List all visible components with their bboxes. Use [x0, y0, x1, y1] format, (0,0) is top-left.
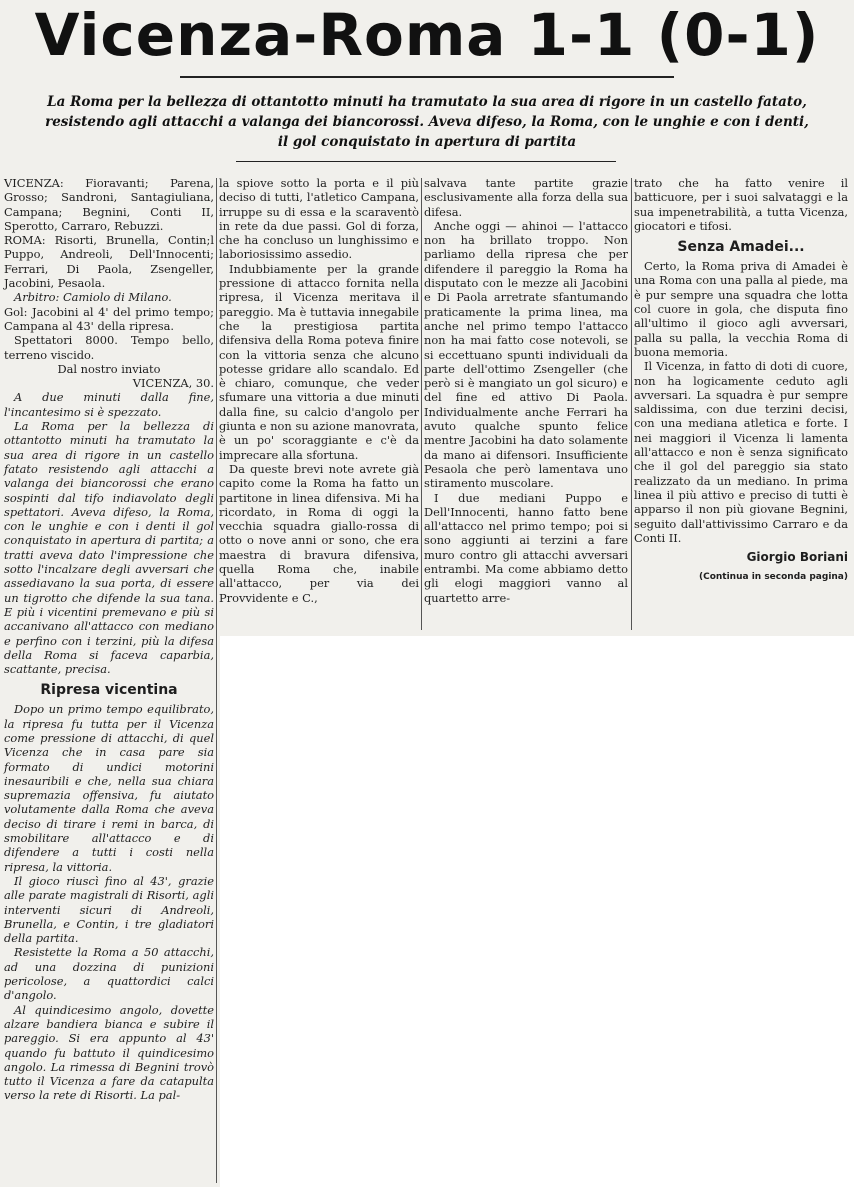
paragraph: Indubbiamente per la grande pressione di attacco fornita nella ripresa, il Vicenza meritava il pareggio. Ma è tuttavia innegabile che la prestigiosa partita difensiva della Roma poteva finire con la vittoria senza che alcuno potesse gridare allo scandalo. Ed è chiaro, comunque, che veder sfumare una vittoria a due minuti dalla fine, su calcio d'angolo per giunta e non su azione manovrata, è un po' scoraggiante e c'è da imprecare alla sfortuna. — [219, 261, 419, 462]
column-1 — [4, 176, 214, 1103]
column-divider — [631, 178, 632, 630]
referee: Arbitro: Camiolo di Milano. — [14, 290, 172, 305]
paragraph: Al quindicesimo angolo, dovette alzare bandiera bianca e subire il pareggio. Si era appunto al 43' quando fu battuto il quindicesimo angolo. La rimessa di Begnini trovò tutto il Vicenza a fare da catapulta verso la rete di Risorti. La pal- — [4, 1002, 214, 1103]
paragraph: A due minuti dalla fine, l'incantesimo si è spezzato. — [4, 390, 214, 419]
byline: Giorgio Boriani — [746, 550, 848, 565]
section-heading: Senza Amadei... — [677, 239, 805, 256]
lineup-vicenza: VICENZA: Fioravanti; Parena, Grosso; Sandroni, Santagiuliana, Campana; Begnini, Conti II, Sperotto, Carraro, Rebuzzi. — [4, 176, 214, 233]
paragraph: Certo, la Roma priva di Amadei è una Roma con una palla al piede, ma è pur sempre una squadra che lotta col cuore in gola, che disputa fino all'ultimo il gioco agli avversari, palla su palla, la vecchia Roma di buona memoria. — [634, 259, 848, 359]
correspondent: Dal nostro inviato — [57, 361, 161, 376]
subhead-line: La Roma per la bellezza di ottantotto minuti ha tramutato la sua area di rigore in un castello fatato, — [47, 94, 807, 110]
column-2 — [219, 176, 419, 605]
column-3 — [424, 176, 628, 605]
subhead-line: il gol conquistato in apertura di partita — [277, 134, 577, 150]
headline-rule — [180, 76, 674, 78]
subhead — [0, 92, 854, 152]
paragraph: Anche oggi — ahinoi — l'attacco non ha brillato troppo. Non parliamo della ripresa che per difendere il pareggio la Roma ha disputato con le mezze ali Jacobini e Di Paola arretrate sfantumando praticamente la prima linea, ma anche nel primo tempo l'attacco non ha mai fatto cose notevoli, se si eccettuano spunti individuali da parte dell'ottimo Zsengeller (che però si è mangiato un gol sicuro) e del fine ed attivo Di Paola. Individualmente anche Ferrari ha avuto qualche spunto felice mentre Jacobini ha dato solamente da mano ai difensori. Insufficiente Pesaola che però lamentava uno stiramento muscolare. — [424, 218, 628, 491]
column-divider — [216, 178, 217, 1183]
lineup-roma: ROMA: Risorti, Brunella, Contin;l Puppo, Andreoli, Dell'Innocenti; Ferrari, Di Paola, Zsengeller, Jacobini, Pesaola. — [4, 233, 214, 291]
paragraph: I due mediani Puppo e Dell'Innocenti, hanno fatto bene all'attacco nel primo tempo; poi si sono aggiunti ai terzini a fare muro contro gli attacchi avversari entrambi. Ma come abbiamo detto gli elogi maggiori vanno al quartetto arre- — [424, 490, 628, 605]
paragraph: La Roma per la bellezza di ottantotto minuti ha tramutato la sua area di rigore in un castello fatato resistendo agli attacchi a valanga dei biancorossi che erano sospinti dal tifo indiavolato degli spettatori. Aveva difeso, la Roma, con le unghie e con i denti il gol conquistato in apertura di partita; a tratti aveva dato l'impressione che sotto l'incalzare degli avversari che assediavano la sua porta, di essere un tigrotto che difende la sua tana. E più i vicentini premevano e più si accanivano all'attacco con mediano e perfino con i terzini, più la difesa della Roma si faceva caparbia, scattante, precisa. — [4, 419, 214, 677]
paragraph: Dopo un primo tempo equilibrato, la ripresa fu tutta per il Vicenza come pressione di attacchi, di quel Vicenza che in casa pare sia formato di undici motorini inesauribili e che, nella sua chiara supremazia offensiva, fu aiutato volutamente dalla Roma che aveva deciso di tirare i remi in barca, di smobilitare all'attacco e di difendere a tutti i costi nella ripresa, la vittoria. — [4, 702, 214, 874]
spectators: Spettatori 8000. Tempo bello, terreno viscido. — [4, 333, 214, 362]
section-heading: Ripresa vicentina — [40, 682, 178, 699]
column-divider — [421, 178, 422, 630]
paragraph: la spiove sotto la porta e il più deciso di tutti, l'atletico Campana, irruppe su di essa e la scaraventò in rete da due passi. Gol di forza, che ha concluso un lunghissimo e laboriosissimo assedio. — [219, 176, 419, 262]
goals: Gol: Jacobini al 4' del primo tempo; Campana al 43' della ripresa. — [4, 304, 214, 333]
paragraph: trato che ha fatto venire il batticuore, per i suoi salvataggi e la sua impenetrabilità, a tutta Vicenza, giocatori e tifosi. — [634, 176, 848, 233]
subhead-rule — [236, 161, 616, 162]
paragraph: Il gioco riuscì fino al 43', grazie alle parate magistrali di Risorti, agli interventi sicuri di Andreoli, Brunella, e Contin, i tre gladiatori della partita. — [4, 873, 214, 946]
subhead-line: resistendo agli attacchi a valanga dei biancorossi. Aveva difeso, la Roma, con le unghie e con i denti, — [45, 114, 809, 130]
continued-note: (Continua in seconda pagina) — [698, 572, 848, 583]
column-4 — [634, 176, 848, 584]
paragraph: Da queste brevi note avrete già capito come la Roma ha fatto un partitone in linea difensiva. Mi ha ricordato, in Roma di oggi la vecchia squadra giallo-rossa di otto o nove anni or sono, che era maestra di bravura difensiva, quella Roma che, inabile all'attacco, per via dei Provvidente e C., — [219, 461, 419, 605]
paragraph: Resistette la Roma a 50 attacchi, ad una dozzina di punizioni pericolose, a quattordici calci d'angolo. — [4, 945, 214, 1003]
headline: Vicenza-Roma 1-1 (0-1) — [34, 1, 820, 69]
dateline: VICENZA, 30. — [132, 376, 214, 391]
paragraph: salvava tante partite grazie esclusivamente alla forza della sua difesa. — [424, 176, 628, 219]
paragraph: Il Vicenza, in fatto di doti di cuore, non ha logicamente ceduto agli avversari. La squadra è pur sempre saldissima, con due terzini decisi, con una mediana atletica e forte. I nei maggiori il Vicenza li lamenta all'attacco e non è senza significato che il gol del pareggio sia stato realizzato da un mediano. In prima linea il più attivo e preciso di tutti è apparso il non più giovane Begnini, seguito dall'attivissimo Carraro e da Conti II. — [634, 359, 848, 545]
